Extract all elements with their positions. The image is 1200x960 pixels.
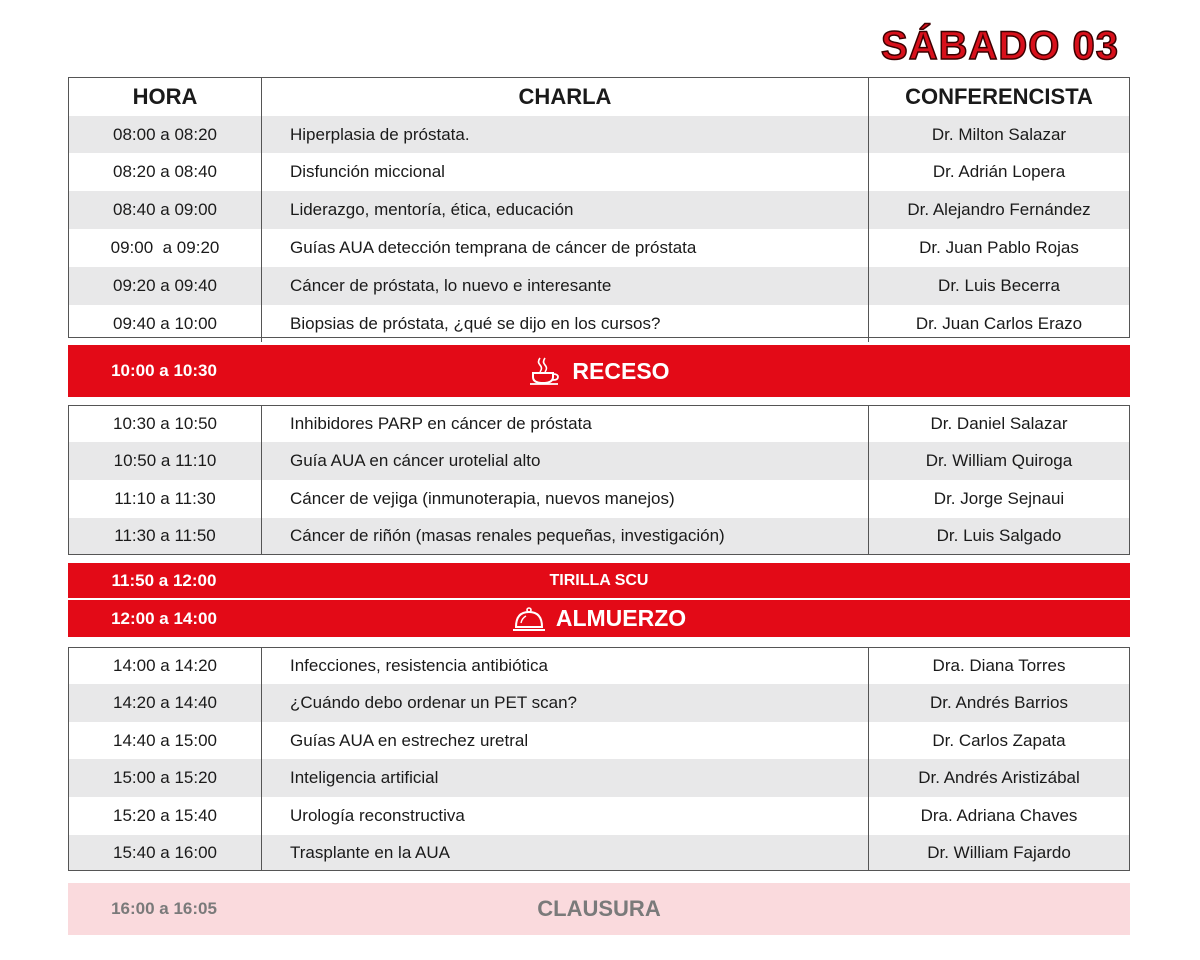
table-row — [69, 722, 1129, 759]
talk-time: 08:00 a 08:20 — [69, 116, 262, 153]
break-time: 10:00 a 10:30 — [111, 361, 217, 380]
talk-time: 14:00 a 14:20 — [69, 648, 262, 684]
table-row — [69, 267, 1129, 305]
talk-time: 08:20 a 08:40 — [69, 153, 262, 191]
break-label: TIRILLA SCU — [549, 571, 649, 589]
talk-title: Cáncer de vejiga (inmunoterapia, nuevos manejos) — [262, 480, 869, 518]
schedule-block-morning — [68, 77, 1130, 338]
talk-time: 15:20 a 15:40 — [69, 797, 262, 835]
talk-speaker: Dr. Andrés Aristizábal — [918, 768, 1080, 787]
talk-time: 10:30 a 10:50 — [69, 406, 262, 442]
table-row — [69, 442, 1129, 480]
table-row — [69, 648, 1129, 684]
table-row — [69, 229, 1129, 267]
talk-speaker: Dr. William Fajardo — [927, 842, 1071, 862]
table-row — [69, 835, 1129, 870]
table-row — [69, 759, 1129, 797]
talk-title: Guías AUA en estrechez uretral — [262, 722, 869, 759]
table-row — [69, 684, 1129, 722]
talk-time: 11:10 a 11:30 — [69, 480, 262, 518]
table-row — [69, 480, 1129, 518]
talk-title: Liderazgo, mentoría, ética, educación — [262, 191, 869, 229]
talk-title: Guías AUA detección temprana de cáncer de próstata — [262, 229, 869, 267]
talk-time: 09:00 a 09:20 — [69, 229, 262, 267]
talk-speaker: Dr. Juan Carlos Erazo — [915, 313, 1083, 333]
talk-time: 15:40 a 16:00 — [69, 835, 262, 870]
talk-title: Cáncer de riñón (masas renales pequeñas, investigación) — [262, 518, 869, 554]
column-header-hora: HORA — [69, 78, 262, 116]
talk-title: Biopsias de próstata, ¿qué se dijo en los cursos? — [262, 305, 869, 342]
talk-speaker: Dr. Andrés Barrios — [930, 693, 1068, 712]
talk-title: Urología reconstructiva — [262, 797, 869, 835]
talk-time: 09:40 a 10:00 — [69, 305, 262, 342]
column-header-charla: CHARLA — [262, 78, 869, 116]
talk-speaker: Dr. Milton Salazar — [931, 124, 1067, 144]
talk-speaker: Dr. Luis Salgado — [936, 526, 1062, 545]
break-tirilla — [68, 563, 1130, 598]
food-cloche-icon — [512, 605, 546, 633]
table-row — [69, 153, 1129, 191]
talk-speaker: Dr. Adrián Lopera — [932, 162, 1066, 181]
talk-speaker: Dr. Daniel Salazar — [930, 414, 1068, 433]
schedule-block-afternoon — [68, 647, 1130, 871]
table-row — [69, 116, 1129, 153]
closing-label: CLAUSURA — [537, 896, 661, 921]
talk-time: 10:50 a 11:10 — [69, 442, 262, 480]
talk-time: 11:30 a 11:50 — [69, 518, 262, 554]
break-almuerzo — [68, 600, 1130, 637]
table-header — [69, 78, 1129, 116]
talk-title: Hiperplasia de próstata. — [262, 116, 869, 153]
coffee-cup-icon — [528, 356, 562, 386]
talk-speaker: Dr. Alejandro Fernández — [907, 200, 1091, 219]
column-header-conferencista: CONFERENCISTA — [905, 84, 1093, 109]
talk-time: 08:40 a 09:00 — [69, 191, 262, 229]
schedule-block-late-morning — [68, 405, 1130, 555]
table-row — [69, 191, 1129, 229]
talk-speaker: Dra. Diana Torres — [932, 656, 1066, 675]
talk-time: 14:20 a 14:40 — [69, 684, 262, 722]
talk-time: 15:00 a 15:20 — [69, 759, 262, 797]
table-row — [69, 305, 1129, 342]
break-time: 11:50 a 12:00 — [111, 570, 217, 590]
break-receso — [68, 345, 1130, 397]
break-time: 12:00 a 14:00 — [111, 608, 217, 628]
talk-title: Disfunción miccional — [262, 153, 869, 191]
closing-band — [68, 883, 1130, 935]
talk-title: Trasplante en la AUA — [262, 835, 869, 870]
table-row — [69, 406, 1129, 442]
break-label: RECESO — [572, 357, 670, 384]
closing-time: 16:00 a 16:05 — [111, 899, 217, 918]
talk-title: Inhibidores PARP en cáncer de próstata — [262, 406, 869, 442]
talk-speaker: Dra. Adriana Chaves — [920, 806, 1078, 825]
talk-title: Guía AUA en cáncer urotelial alto — [262, 442, 869, 480]
talk-title: Cáncer de próstata, lo nuevo e interesante — [262, 267, 869, 305]
talk-title: Infecciones, resistencia antibiótica — [262, 648, 869, 684]
talk-time: 09:20 a 09:40 — [69, 267, 262, 305]
talk-time: 14:40 a 15:00 — [69, 722, 262, 759]
day-title: SÁBADO 03 — [881, 24, 1119, 68]
talk-title: Inteligencia artificial — [262, 759, 869, 797]
talk-speaker: Dr. Juan Pablo Rojas — [919, 238, 1079, 257]
talk-speaker: Dr. Jorge Sejnaui — [933, 489, 1065, 508]
talk-speaker: Dr. Luis Becerra — [938, 276, 1060, 295]
break-label: ALMUERZO — [555, 605, 687, 631]
table-row — [69, 518, 1129, 554]
table-row — [69, 797, 1129, 835]
talk-speaker: Dr. Carlos Zapata — [932, 730, 1066, 750]
talk-speaker: Dr. William Quiroga — [925, 451, 1073, 470]
talk-title: ¿Cuándo debo ordenar un PET scan? — [262, 684, 869, 722]
